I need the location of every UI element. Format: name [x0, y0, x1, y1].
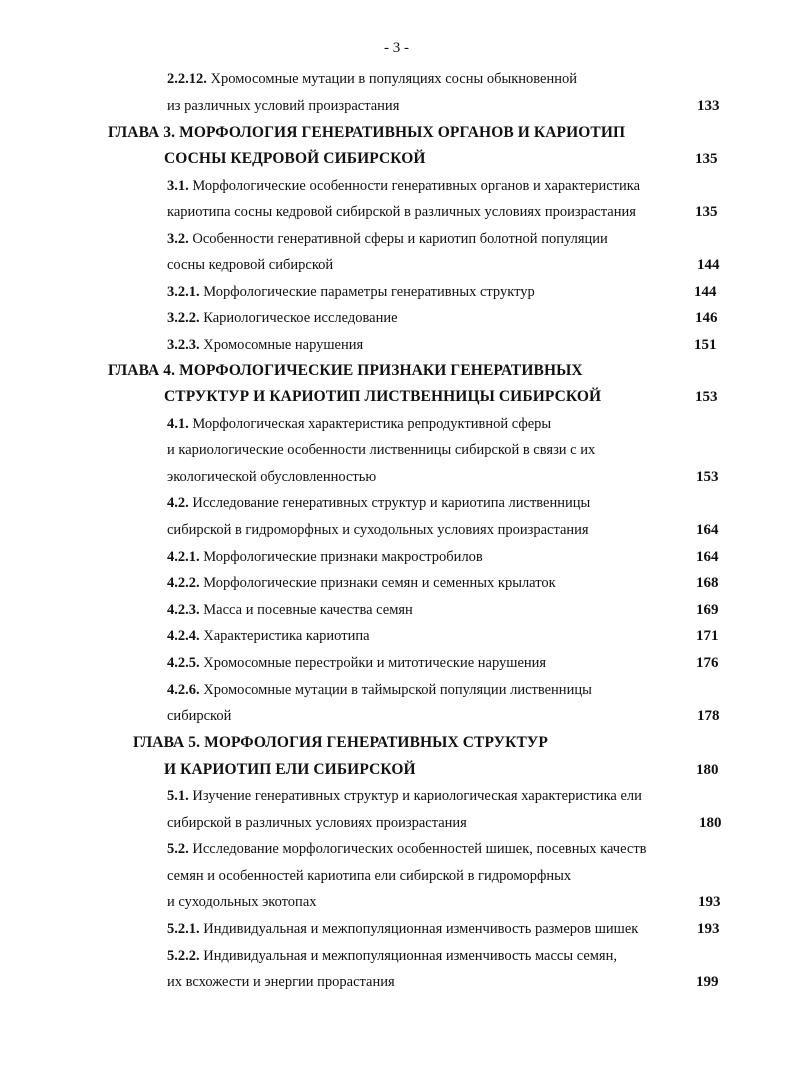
toc-entry-line [0, 226, 793, 252]
toc-entry-line [0, 411, 793, 437]
toc-entry-line [0, 916, 793, 942]
entry-title: Морфологические признаки макростробилов [203, 549, 483, 565]
entry-title: Морфологические особенности генеративных органов и характеристика [192, 178, 641, 194]
entry-title: Исследование генеративных структур и кариотипа лиственницы [192, 495, 591, 511]
page-ref: 164 [696, 549, 719, 565]
page-ref: 135 [695, 204, 718, 220]
section-number: 5.1. [167, 788, 189, 804]
page-ref: 135 [695, 151, 718, 167]
page-ref: 180 [696, 762, 719, 778]
entry-title: Индивидуальная и межпопуляционная изменчивость массы семян, [203, 948, 617, 964]
chapter-heading-line [0, 757, 793, 783]
page-ref: 169 [696, 602, 719, 618]
toc-entry-line [0, 703, 793, 729]
toc-entry-line [0, 889, 793, 915]
entry-title: ГЛАВА 3. МОРФОЛОГИЯ ГЕНЕРАТИВНЫХ ОРГАНОВ И КАРИОТИП [108, 124, 626, 141]
page-ref: 133 [697, 98, 720, 114]
entry-title: Хромосомные мутации в таймырской популяции лиственницы [203, 682, 592, 698]
entry-title: сосны кедровой сибирской [167, 257, 334, 273]
entry-title: ГЛАВА 5. МОРФОЛОГИЯ ГЕНЕРАТИВНЫХ СТРУКТУР [133, 734, 548, 751]
entry-title: и суходольных экотопах [167, 894, 317, 910]
section-number: 5.2. [167, 841, 189, 857]
page-ref: 144 [694, 284, 717, 300]
page-ref: 193 [697, 921, 720, 937]
entry-title: Хромосомные перестройки и митотические нарушения [203, 655, 547, 671]
entry-title: Индивидуальная и межпопуляционная изменчивость размеров шишек [203, 921, 639, 937]
entry-title: сибирской в гидроморфных и суходольных условиях произрастания [167, 522, 589, 538]
section-number: 3.2. [167, 231, 189, 247]
entry-title: сибирской [167, 708, 232, 724]
section-number: 4.2.4. [167, 628, 200, 644]
section-number: 4.1. [167, 416, 189, 432]
toc-entry-line [0, 597, 793, 623]
entry-title: Изучение генеративных структур и кариологическая характеристика ели [192, 788, 642, 804]
page-ref: 176 [696, 655, 719, 671]
page-ref: 178 [697, 708, 720, 724]
page-ref: 199 [696, 974, 719, 990]
toc-entry-line [0, 650, 793, 676]
entry-title: семян и особенностей кариотипа ели сибирской в гидроморфных [167, 868, 572, 884]
toc-entry-line [0, 279, 793, 305]
toc-entry-line [0, 969, 793, 995]
page-ref: 146 [695, 310, 718, 326]
toc-entry-line [0, 517, 793, 543]
page-ref: 153 [696, 469, 719, 485]
entry-title: Морфологические параметры генеративных структур [203, 284, 535, 300]
toc-entry-line [0, 863, 793, 889]
toc-entry-line [0, 943, 793, 969]
section-number: 3.2.1. [167, 284, 200, 300]
page-ref: 164 [696, 522, 719, 538]
page-ref: 151 [694, 337, 717, 353]
toc-entry-line [0, 677, 793, 703]
entry-title: и кариологические особенности лиственницы сибирской в связи с их [167, 442, 596, 458]
toc-entry-line [0, 437, 793, 463]
entry-title: кариотипа сосны кедровой сибирской в различных условиях произрастания [167, 204, 636, 220]
entry-title: их всхожести и энергии прорастания [167, 974, 395, 990]
section-number: 5.2.2. [167, 948, 200, 964]
section-number: 3.2.2. [167, 310, 200, 326]
toc-entry-line [0, 332, 793, 358]
toc-entry-line [0, 623, 793, 649]
entry-title: Особенности генеративной сферы и кариотип болотной популяции [192, 231, 608, 247]
page-number: - 3 - [384, 40, 409, 56]
chapter-heading-line [0, 730, 793, 756]
toc-entry-line [0, 66, 793, 92]
section-number: 4.2.1. [167, 549, 200, 565]
toc-entry-line [0, 173, 793, 199]
entry-title: ГЛАВА 4. МОРФОЛОГИЧЕСКИЕ ПРИЗНАКИ ГЕНЕРАТИВНЫХ [108, 362, 583, 379]
section-number: 2.2.12. [167, 71, 207, 87]
entry-title: СОСНЫ КЕДРОВОЙ СИБИРСКОЙ [164, 150, 426, 167]
section-number: 4.2.5. [167, 655, 200, 671]
entry-title: из различных условий произрастания [167, 98, 400, 114]
entry-title: И КАРИОТИП ЕЛИ СИБИРСКОЙ [164, 761, 416, 778]
toc-entry-line [0, 836, 793, 862]
entry-title: Исследование морфологических особенностей шишек, посевных качеств [192, 841, 647, 857]
toc-entry-line [0, 544, 793, 570]
toc-entry-line [0, 93, 793, 119]
page-ref: 193 [698, 894, 721, 910]
chapter-heading-line [0, 120, 793, 146]
entry-title: Морфологические признаки семян и семенных крылаток [203, 575, 556, 591]
entry-title: Хромосомные мутации в популяциях сосны обыкновенной [210, 71, 577, 87]
entry-title: Морфологическая характеристика репродуктивной сферы [192, 416, 552, 432]
section-number: 3.1. [167, 178, 189, 194]
toc-entry-line [0, 305, 793, 331]
chapter-heading-line [0, 358, 793, 384]
entry-title: Масса и посевные качества семян [203, 602, 413, 618]
page-ref: 168 [696, 575, 719, 591]
toc-entry-line [0, 810, 793, 836]
toc-entry-line [0, 199, 793, 225]
section-number: 4.2.3. [167, 602, 200, 618]
chapter-heading-line [0, 146, 793, 172]
toc-entry-line [0, 570, 793, 596]
section-number: 4.2.6. [167, 682, 200, 698]
toc-entry-line [0, 783, 793, 809]
entry-title: экологической обусловленностью [167, 469, 377, 485]
section-number: 4.2. [167, 495, 189, 511]
entry-title: Кариологическое исследование [203, 310, 398, 326]
toc-entry-line [0, 490, 793, 516]
page-ref: 180 [699, 815, 722, 831]
page-ref: 144 [697, 257, 720, 273]
chapter-heading-line [0, 384, 793, 410]
section-number: 3.2.3. [167, 337, 200, 353]
entry-title: СТРУКТУР И КАРИОТИП ЛИСТВЕННИЦЫ СИБИРСКОЙ [164, 388, 602, 405]
section-number: 5.2.1. [167, 921, 200, 937]
entry-title: Характеристика кариотипа [203, 628, 370, 644]
page-ref: 153 [695, 389, 718, 405]
entry-title: Хромосомные нарушения [203, 337, 364, 353]
section-number: 4.2.2. [167, 575, 200, 591]
toc-entry-line [0, 252, 793, 278]
toc-entry-line [0, 464, 793, 490]
entry-title: сибирской в различных условиях произрастания [167, 815, 467, 831]
page-ref: 171 [696, 628, 719, 644]
